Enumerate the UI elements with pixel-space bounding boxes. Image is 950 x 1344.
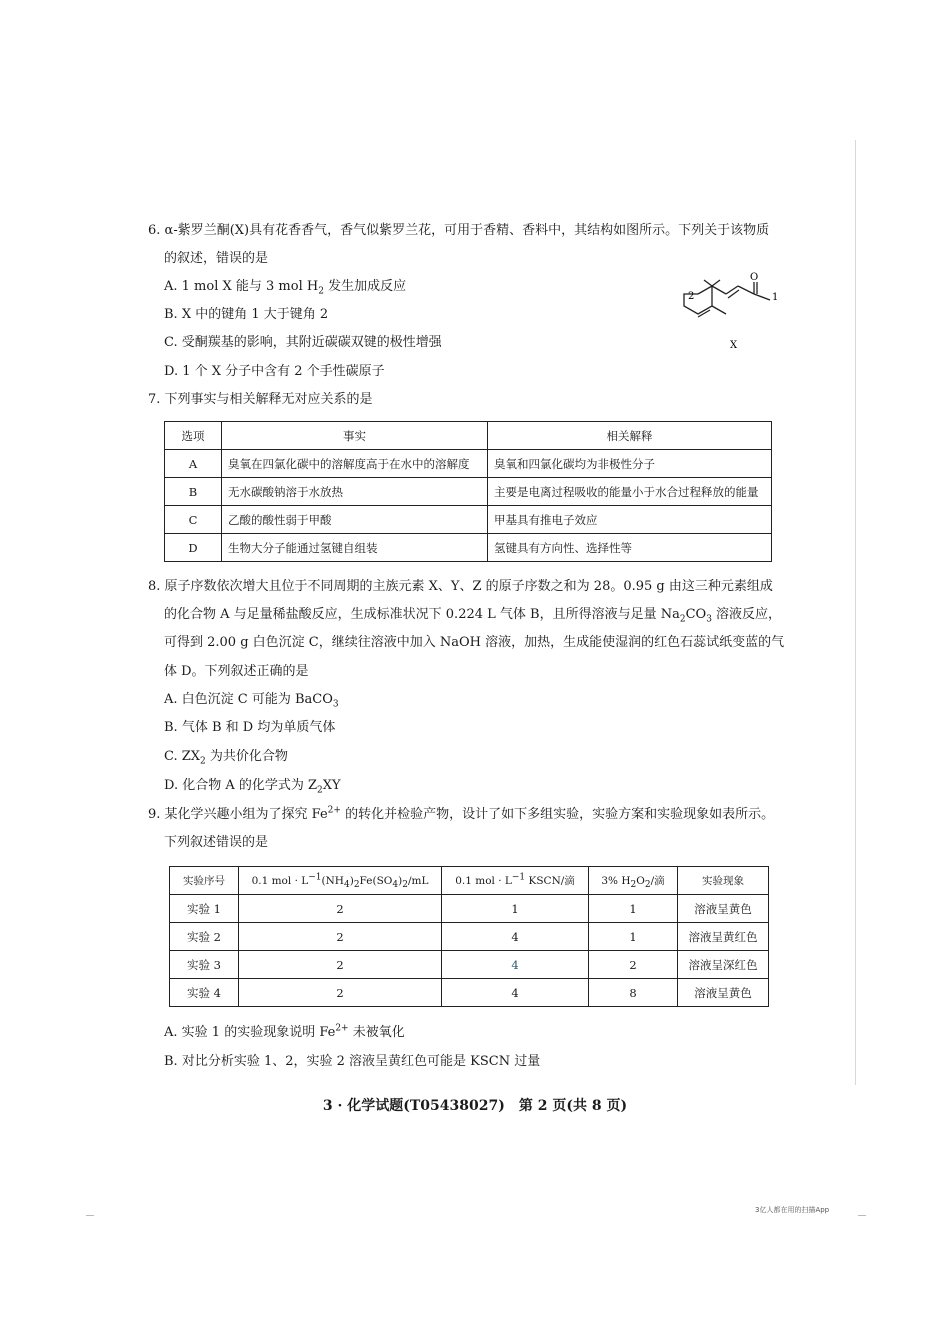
q6-option-a: A. 1 mol X 能与 3 mol $H_2$ 发生加成反应 xyxy=(164,279,407,297)
q8-stem-line3: 可得到 2.00 g 白色沉淀 C，继续往溶液中加入 NaOH 溶液，加热，生成能使湿润的红色石蕊试纸变蓝的气 xyxy=(164,635,785,650)
cell-h2o2-drops: 1 xyxy=(589,923,678,951)
table-row xyxy=(170,951,769,979)
q6-stem-line2: 的叙述，错误的是 xyxy=(164,251,269,266)
table-row xyxy=(165,534,772,562)
cell-explanation: 臭氧和四氯化碳均为非极性分子 xyxy=(488,450,772,478)
cell-phenomenon: 溶液呈黄红色 xyxy=(678,923,769,951)
q6-option-c: C. 受酮羰基的影响，其附近碳碳双键的极性增强 xyxy=(164,335,442,350)
q6-option-b: B. X 中的键角 1 大于键角 2 xyxy=(164,307,329,322)
cell-phenomenon: 溶液呈黄色 xyxy=(678,979,769,1007)
cell-experiment-no: 实验 1 xyxy=(170,895,239,923)
header-experiment-no: 实验序号 xyxy=(170,867,239,895)
cell-fact: 生物大分子能通过氢键自组装 xyxy=(222,534,488,562)
q9-stem-line1: 9. 某化学兴趣小组为了探究 $Fe^{2+}$ 的转化并检验产物，设计了如下多组实验，实验方案和实验现象如表所示。 xyxy=(148,805,775,822)
bond-angle-2-label: 2 xyxy=(688,291,695,302)
scanner-watermark: 3亿人都在用的扫描App xyxy=(755,1206,830,1214)
table-row xyxy=(165,506,772,534)
cell-h2o2-drops: 1 xyxy=(589,895,678,923)
cell-kscn-drops: 4 xyxy=(442,923,589,951)
q7-stem: 7. 下列事实与相关解释无对应关系的是 xyxy=(148,392,373,407)
cell-phenomenon: 溶液呈黄色 xyxy=(678,895,769,923)
cell-fact: 臭氧在四氯化碳中的溶解度高于在水中的溶解度 xyxy=(222,450,488,478)
cell-kscn-drops: 4 xyxy=(442,979,589,1007)
q8-option-d: D. 化合物 A 的化学式为 $Z_2XY$ xyxy=(164,778,341,796)
q8-option-b: B. 气体 B 和 D 均为单质气体 xyxy=(164,720,336,735)
cell-kscn-drops: 1 xyxy=(442,895,589,923)
cell-fe-salt-volume: 2 xyxy=(239,923,442,951)
table-header-row xyxy=(165,422,772,450)
cell-fact: 无水碳酸钠溶于水放热 xyxy=(222,478,488,506)
header-kscn-drops: 0.1 mol · $L^{-1}$ KSCN/滴 xyxy=(442,867,589,895)
table-row xyxy=(170,979,769,1007)
cell-fact: 乙酸的酸性弱于甲酸 xyxy=(222,506,488,534)
cell-option: D xyxy=(165,534,222,562)
cell-option: B xyxy=(165,478,222,506)
molecule-x-label: X xyxy=(730,340,738,351)
cell-kscn-drops: 4 xyxy=(442,951,589,979)
q8-option-a: A. 白色沉淀 C 可能为 BaCO$_3$ xyxy=(164,692,339,710)
q9-option-a: A. 实验 1 的实验现象说明 $Fe^{2+}$ 未被氧化 xyxy=(164,1023,405,1040)
cell-option: A xyxy=(165,450,222,478)
header-fe-salt-volume: 0.1 mol · $L^{-1}(NH_4)_2Fe(SO_4)_2/mL$ xyxy=(239,867,442,895)
bond-angle-1-label: 1 xyxy=(772,292,779,303)
q7-table xyxy=(164,421,772,562)
page-footer: 3 · 化学试题(T05438027) 第 2 页(共 8 页) xyxy=(322,1098,628,1114)
q9-table xyxy=(169,866,769,1007)
q9-option-b: B. 对比分析实验 1、2，实验 2 溶液呈黄红色可能是 KSCN 过量 xyxy=(164,1054,541,1069)
q8-stem-line1: 8. 原子序数依次增大且位于不同周期的主族元素 X、Y、Z 的原子序数之和为 28。0.95 g 由这三种元素组成 xyxy=(148,579,773,594)
cell-explanation: 主要是电离过程吸收的能量小于水合过程释放的能量 xyxy=(488,478,772,506)
q8-option-c: C. $ZX_2$ 为共价化合物 xyxy=(164,749,288,767)
table-row xyxy=(165,478,772,506)
header-option: 选项 xyxy=(165,422,222,450)
scan-corner-mark xyxy=(858,1215,866,1216)
scan-edge-line xyxy=(855,140,856,1085)
cell-experiment-no: 实验 2 xyxy=(170,923,239,951)
table-header-row xyxy=(170,867,769,895)
table-row xyxy=(170,895,769,923)
cell-option: C xyxy=(165,506,222,534)
header-explanation: 相关解释 xyxy=(488,422,772,450)
cell-explanation: 氢键具有方向性、选择性等 xyxy=(488,534,772,562)
scan-corner-mark xyxy=(86,1215,94,1216)
cell-experiment-no: 实验 3 xyxy=(170,951,239,979)
q8-stem-line2: 的化合物 A 与足量稀盐酸反应，生成标准状况下 0.224 L 气体 B，且所得溶液与足量 $Na_2CO_3$ 溶液反应， xyxy=(164,607,782,625)
cell-h2o2-drops: 2 xyxy=(589,951,678,979)
q6-stem-line1: 6. α-紫罗兰酮(X)具有花香香气，香气似紫罗兰花，可用于香精、香料中，其结构如图所示。下列关于该物质 xyxy=(148,223,770,238)
cell-fe-salt-volume: 2 xyxy=(239,951,442,979)
header-phenomenon: 实验现象 xyxy=(678,867,769,895)
carbonyl-oxygen-label: O xyxy=(750,272,759,283)
header-fact: 事实 xyxy=(222,422,488,450)
cell-experiment-no: 实验 4 xyxy=(170,979,239,1007)
cell-fe-salt-volume: 2 xyxy=(239,895,442,923)
table-row xyxy=(170,923,769,951)
alpha-ionone-structure xyxy=(676,272,786,352)
cell-explanation: 甲基具有推电子效应 xyxy=(488,506,772,534)
cell-h2o2-drops: 8 xyxy=(589,979,678,1007)
q8-stem-line4: 体 D。下列叙述正确的是 xyxy=(164,664,309,679)
header-h2o2-drops: 3% $H_2O_2/$滴 xyxy=(589,867,678,895)
cell-fe-salt-volume: 2 xyxy=(239,979,442,1007)
q6-option-d: D. 1 个 X 分子中含有 2 个手性碳原子 xyxy=(164,364,385,379)
q9-stem-line2: 下列叙述错误的是 xyxy=(164,835,269,850)
cell-phenomenon: 溶液呈深红色 xyxy=(678,951,769,979)
table-row xyxy=(165,450,772,478)
